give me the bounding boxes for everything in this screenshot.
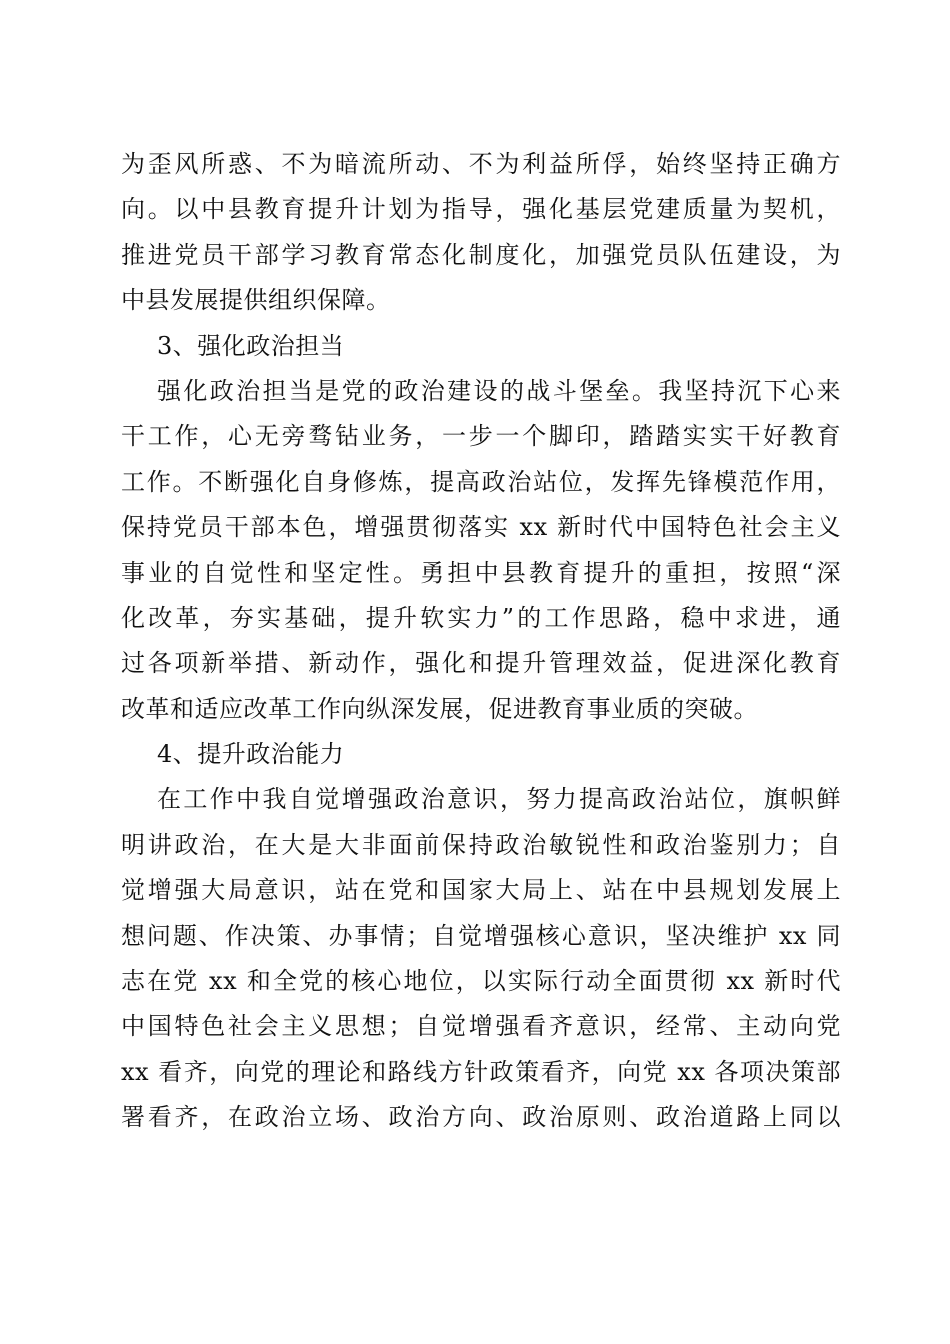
body-line: 为歪风所惑、不为暗流所动、不为利益所俘，始终坚持正确方 — [121, 150, 841, 178]
body-line: 改革和适应改革工作向纵深发展，促进教育事业质的突破。 — [121, 694, 758, 723]
section-heading-4: 4、提升政治能力 — [157, 740, 345, 769]
body-line: 在工作中我自觉增强政治意识，努力提高政治站位，旗帜鲜 — [157, 785, 841, 814]
body-line: 想问题、作决策、办事情；自觉增强核心意识，坚决维护 xx 同 — [121, 921, 841, 950]
body-line: 强化政治担当是党的政治建设的战斗堡垒。我坚持沉下心来 — [157, 376, 841, 405]
body-line: 觉增强大局意识，站在党和国家大局上、站在中县规划发展上 — [121, 876, 841, 905]
body-line: 志在党 xx 和全党的核心地位，以实际行动全面贯彻 xx 新时代 — [121, 967, 841, 996]
body-line: 明讲政治，在大是大非面前保持政治敏锐性和政治鉴别力；自 — [121, 830, 841, 859]
body-line: 中国特色社会主义思想；自觉增强看齐意识，经常、主动向党 — [121, 1012, 841, 1041]
document-body — [121, 142, 841, 1141]
body-line: 推进党员干部学习教育常态化制度化，加强党员队伍建设，为 — [121, 240, 841, 269]
body-line: 署看齐，在政治立场、政治方向、政治原则、政治道路上同以 — [121, 1103, 841, 1132]
body-line: 保持党员干部本色，增强贯彻落实 xx 新时代中国特色社会主义 — [121, 513, 841, 542]
body-line: 过各项新举措、新动作，强化和提升管理效益，促进深化教育 — [121, 649, 841, 678]
body-line: xx 看齐，向党的理论和路线方针政策看齐，向党 xx 各项决策部 — [121, 1057, 841, 1086]
body-line: 干工作，心无旁骛钻业务，一步一个脚印，踏踏实实干好教育 — [121, 422, 841, 451]
body-line: 向。以中县教育提升计划为指导，强化基层党建质量为契机， — [121, 195, 841, 224]
body-line: 工作。不断强化自身修炼，提高政治站位，发挥先锋模范作用， — [121, 467, 841, 496]
body-line: 事业的自觉性和坚定性。勇担中县教育提升的重担，按照“深 — [121, 558, 841, 587]
body-line: 化改革，夯实基础，提升软实力”的工作思路，稳中求进，通 — [121, 603, 841, 632]
section-heading-3: 3、强化政治担当 — [157, 331, 345, 360]
body-line: 中县发展提供组织保障。 — [121, 286, 391, 315]
